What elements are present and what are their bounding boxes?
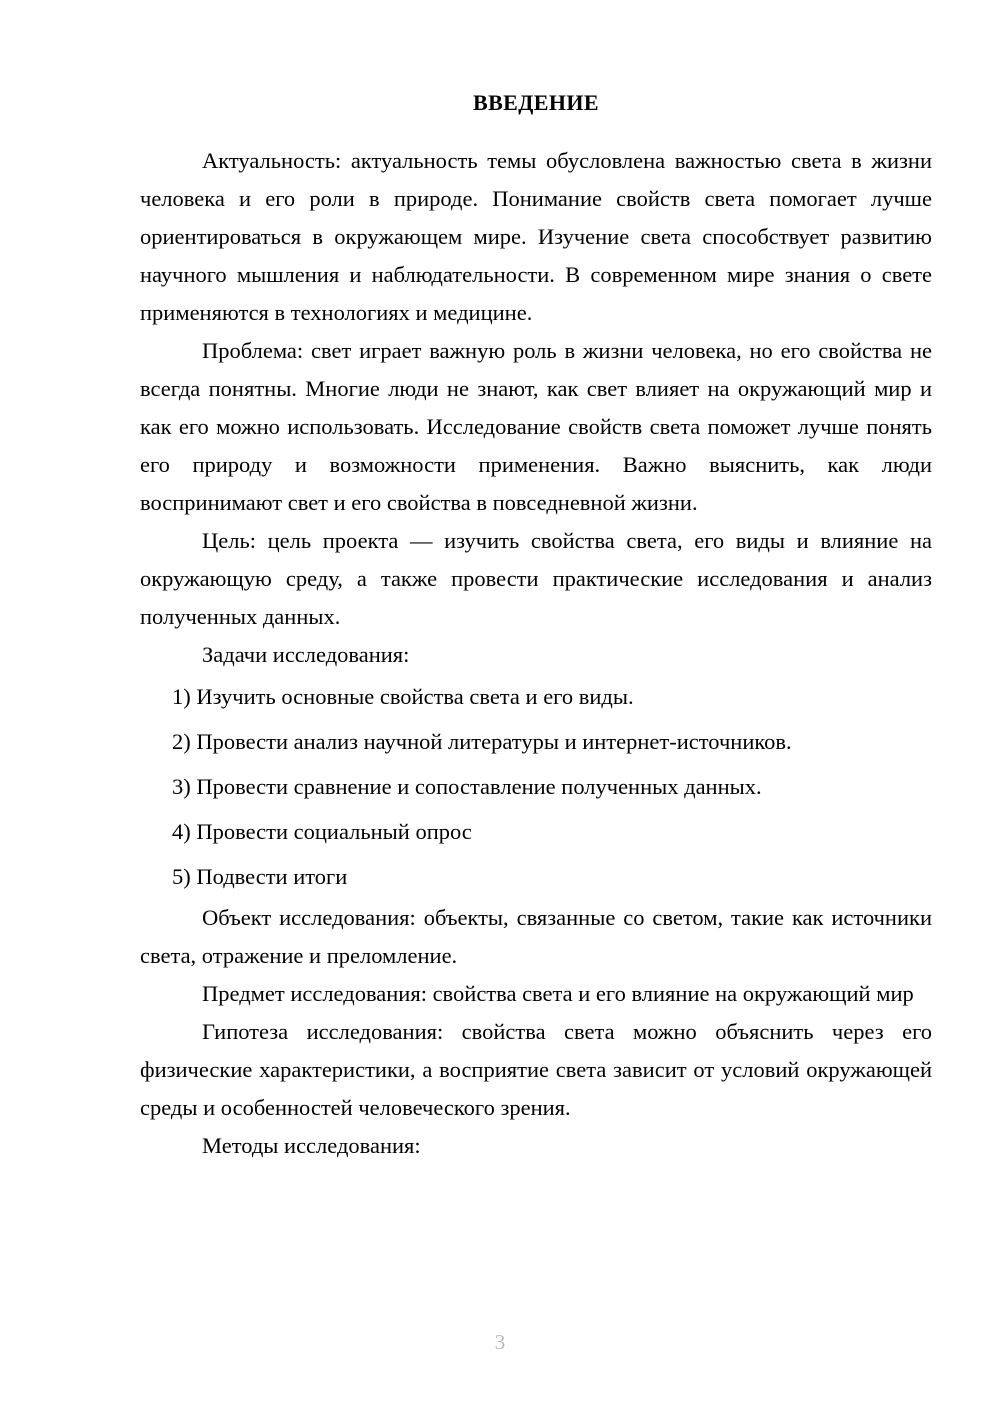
list-item: 1) Изучить основные свойства света и его виды. (172, 684, 634, 710)
paragraph-problem: Проблема: свет играет важную роль в жизни человека, но его свойства не всегда понятны. Многие люди не знают, как свет влияет на окружающий мир и как его можно использовать. Исследование свойств света поможет лучше понять его природу и возможности применения. Важно выяснить, как люди воспринимают свет и его свойства в повседневной жизни. (140, 338, 932, 516)
page-title: ВВЕДЕНИЕ (473, 90, 599, 115)
list-item: 5) Подвести итоги (172, 864, 348, 890)
list-item: 2) Провести анализ научной литературы и интернет-источников. (172, 729, 792, 755)
paragraph-hypothesis: Гипотеза исследования: свойства света можно объяснить через его физические характеристики, а восприятие света зависит от условий окружающей среды и особенностей человеческого зрения. (140, 1019, 932, 1121)
paragraph-relevance: Актуальность: актуальность темы обусловлена важностью света в жизни человека и его роли в природе. Понимание свойств света помогает лучше ориентироваться в окружающем мире. Изучение света способствует развитию научного мышления и наблюдательности. В современном мире знания о свете применяются в технологиях и медицине. (140, 148, 932, 326)
list-item: 4) Провести социальный опрос (172, 819, 472, 845)
page-number: 3 (494, 1330, 506, 1354)
list-item: 3) Провести сравнение и сопоставление полученных данных. (172, 774, 762, 800)
paragraph-goal: Цель: цель проекта — изучить свойства света, его виды и влияние на окружающую среду, а также провести практические исследования и анализ полученных данных. (140, 528, 932, 630)
paragraph-subject: Предмет исследования: свойства света и его влияние на окружающий мир (202, 981, 914, 1007)
paragraph-object: Объект исследования: объекты, связанные со светом, такие как источники света, отражение и преломление. (140, 905, 932, 969)
tasks-list (140, 674, 932, 899)
methods-label: Методы исследования: (202, 1133, 421, 1159)
tasks-label: Задачи исследования: (202, 642, 410, 668)
document-body (140, 90, 932, 1165)
